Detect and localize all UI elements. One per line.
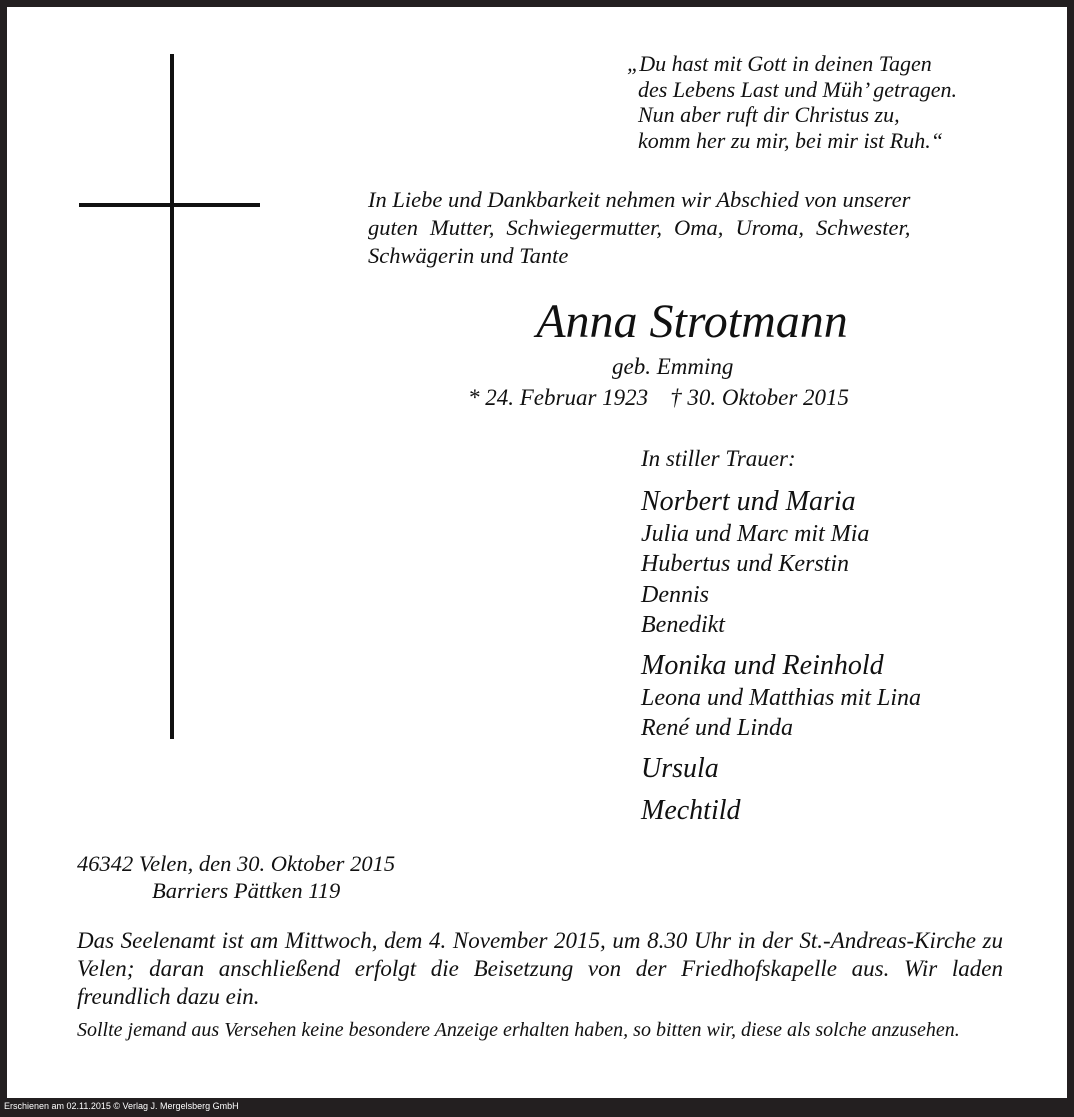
cross-horizontal-beam: [79, 203, 260, 207]
mourner-group: [641, 752, 921, 786]
obituary-notice: [7, 7, 1067, 1098]
mourner-group: [641, 649, 921, 744]
mourner-group-head: Mechtild: [641, 794, 741, 826]
mourners-heading: In stiller Trauer:: [641, 446, 796, 471]
mourner-group-head: Monika und Reinhold: [641, 649, 884, 681]
intro-line: In Liebe und Dankbarkeit nehmen wir Abschied von unserer: [368, 187, 911, 212]
place-and-address: [77, 850, 395, 904]
cross-vertical-beam: [170, 54, 174, 739]
mourner-member: Dennis: [641, 581, 709, 608]
intro-line: guten Mutter, Schwiegermutter, Oma, Uroma, Schwester,: [368, 215, 911, 240]
place-date: 46342 Velen, den 30. Oktober 2015: [77, 851, 396, 876]
mourner-group: [641, 485, 921, 641]
closing-note: [77, 1018, 1003, 1044]
street-address: Barriers Pättken 119: [152, 878, 341, 903]
service-text: Das Seelenamt ist am Mittwoch, dem 4. November 2015, um 8.30 Uhr in der St.-Andreas-Kirche zu Velen; daran anschließend erfolgt die Beisetzung von der Friedhofskapelle aus. Wir laden freundlich dazu ein.: [77, 928, 1003, 1009]
poem-line: Nun aber ruft dir Christus zu,: [638, 102, 900, 127]
mourners-list: [641, 444, 921, 836]
service-announcement: [77, 927, 1003, 1011]
mourner-group-head: Norbert und Maria: [641, 485, 856, 517]
poem-line: komm her zu mir, bei mir ist Ruh.“: [638, 127, 943, 153]
poem-line: „Du hast mit Gott in deinen Tagen: [627, 51, 932, 76]
deceased-name: Anna Strotmann: [536, 295, 848, 348]
death-date: † 30. Oktober 2015: [670, 385, 850, 410]
mourner-member: Benedikt: [641, 612, 725, 638]
note-text: Sollte jemand aus Versehen keine besondere Anzeige erhalten haben, so bitten wir, diese als solche anzusehen.: [77, 1019, 960, 1041]
mourner-group-head: Ursula: [641, 752, 719, 784]
poem-quote: [627, 51, 957, 153]
intro-text: [368, 186, 910, 270]
publication-footer: Erschienen am 02.11.2015 © Verlag J. Mergelsberg GmbH: [4, 1101, 239, 1111]
birth-name: geb. Emming: [612, 354, 734, 379]
life-dates: [468, 384, 849, 412]
mourner-member: Leona und Matthias mit Lina: [641, 684, 922, 711]
mourner-member: Julia und Marc mit Mia: [641, 520, 870, 547]
mourner-member: René und Linda: [641, 715, 793, 741]
birth-date: * 24. Februar 1923: [468, 385, 649, 410]
intro-line: Schwägerin und Tante: [368, 243, 569, 268]
mourner-group: [641, 794, 921, 828]
poem-line: des Lebens Last und Müh’ getragen.: [638, 76, 957, 102]
mourner-member: Hubertus und Kerstin: [641, 551, 850, 577]
